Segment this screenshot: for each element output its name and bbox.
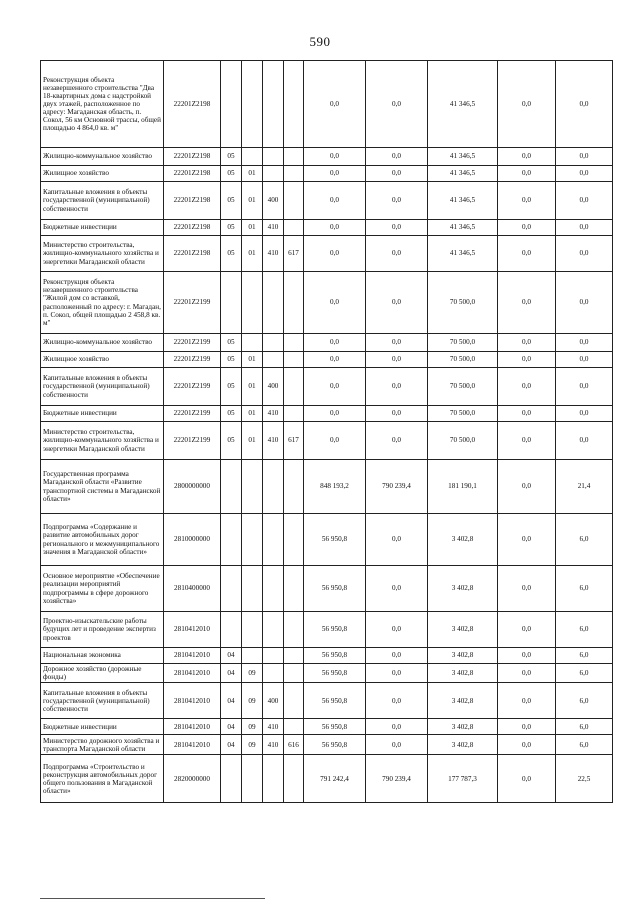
cell-sub: 01: [242, 236, 263, 272]
cell-name: Министерство дорожного хозяйства и транспорта Магаданской области: [41, 735, 164, 755]
cell-sub: 01: [242, 166, 263, 182]
cell-sec: [221, 514, 242, 566]
table-row: [41, 166, 613, 182]
cell-code: 22201Z2199: [164, 368, 221, 406]
cell-v5: 0,0: [556, 61, 613, 148]
cell-v5: 0,0: [556, 368, 613, 406]
cell-v1: 56 950,8: [304, 735, 366, 755]
cell-v1: 56 950,8: [304, 683, 366, 719]
cell-v2: 0,0: [366, 182, 428, 220]
cell-code: 22201Z2198: [164, 61, 221, 148]
cell-code: 2810412010: [164, 719, 221, 735]
cell-sec: 05: [221, 236, 242, 272]
table-row: [41, 719, 613, 735]
cell-adm: [284, 612, 304, 648]
cell-adm: [284, 664, 304, 683]
cell-adm: [284, 755, 304, 803]
cell-v4: 0,0: [498, 719, 556, 735]
cell-v5: 6,0: [556, 664, 613, 683]
budget-table: [40, 60, 613, 803]
cell-v5: 6,0: [556, 648, 613, 664]
cell-sub: 01: [242, 406, 263, 422]
cell-v1: 0,0: [304, 148, 366, 166]
cell-name: Министерство строительства, жилищно-коммунального хозяйства и энергетики Магаданской области: [41, 422, 164, 460]
table-row: [41, 566, 613, 612]
cell-v3: 41 346,5: [428, 182, 498, 220]
table-row: [41, 514, 613, 566]
cell-name: Государственная программа Магаданской области «Развитие транспортной системы в Магаданской области»: [41, 460, 164, 514]
cell-sub: 01: [242, 220, 263, 236]
cell-sec: 04: [221, 735, 242, 755]
cell-adm: [284, 406, 304, 422]
cell-sub: [242, 566, 263, 612]
cell-v1: 791 242,4: [304, 755, 366, 803]
cell-v4: 0,0: [498, 406, 556, 422]
table-row: [41, 612, 613, 648]
table-row: [41, 460, 613, 514]
cell-v5: 0,0: [556, 148, 613, 166]
table-row: [41, 352, 613, 368]
cell-code: 22201Z2198: [164, 182, 221, 220]
cell-v1: 0,0: [304, 368, 366, 406]
cell-v2: 0,0: [366, 368, 428, 406]
cell-name: Подпрограмма «Содержание и развитие автомобильных дорог регионального и межмуниципального значения в Магаданской области»: [41, 514, 164, 566]
cell-sub: 01: [242, 422, 263, 460]
cell-v1: 0,0: [304, 352, 366, 368]
cell-v2: 0,0: [366, 612, 428, 648]
cell-type: [263, 61, 284, 148]
cell-v5: 21,4: [556, 460, 613, 514]
table-row: [41, 406, 613, 422]
cell-name: Реконструкция объекта незавершенного строительства "Жилой дом со вставкой, расположенный по адресу: г. Магадан, п. Сокол, общей площадью 2 458,8 кв. м": [41, 272, 164, 334]
cell-v5: 0,0: [556, 352, 613, 368]
cell-v4: 0,0: [498, 352, 556, 368]
cell-sec: [221, 272, 242, 334]
cell-v4: 0,0: [498, 166, 556, 182]
cell-type: [263, 272, 284, 334]
cell-v5: 0,0: [556, 272, 613, 334]
cell-adm: [284, 220, 304, 236]
cell-name: Бюджетные инвестиции: [41, 406, 164, 422]
cell-v3: 3 402,8: [428, 683, 498, 719]
cell-v1: 0,0: [304, 422, 366, 460]
cell-sub: [242, 272, 263, 334]
cell-sub: [242, 61, 263, 148]
cell-code: 22201Z2198: [164, 236, 221, 272]
cell-sub: 09: [242, 735, 263, 755]
cell-v3: 3 402,8: [428, 719, 498, 735]
cell-v2: 0,0: [366, 166, 428, 182]
cell-v1: 0,0: [304, 220, 366, 236]
cell-v4: 0,0: [498, 368, 556, 406]
cell-name: Основное мероприятие «Обеспечение реализации мероприятий подпрограммы в сфере дорожного хозяйства»: [41, 566, 164, 612]
cell-name: Капитальные вложения в объекты государственной (муниципальной) собственности: [41, 368, 164, 406]
cell-sec: 05: [221, 406, 242, 422]
cell-sub: [242, 460, 263, 514]
cell-sub: 09: [242, 664, 263, 683]
cell-v2: 0,0: [366, 220, 428, 236]
cell-sec: 04: [221, 664, 242, 683]
cell-v1: 848 193,2: [304, 460, 366, 514]
cell-code: 22201Z2198: [164, 148, 221, 166]
cell-code: 22201Z2198: [164, 166, 221, 182]
cell-sec: 05: [221, 148, 242, 166]
cell-v4: 0,0: [498, 755, 556, 803]
cell-v5: 22,5: [556, 755, 613, 803]
cell-v5: 6,0: [556, 683, 613, 719]
cell-v4: 0,0: [498, 272, 556, 334]
cell-type: [263, 460, 284, 514]
cell-v3: 70 500,0: [428, 334, 498, 352]
cell-type: 410: [263, 220, 284, 236]
cell-v4: 0,0: [498, 422, 556, 460]
cell-adm: [284, 166, 304, 182]
cell-v2: 0,0: [366, 236, 428, 272]
table-row: [41, 368, 613, 406]
cell-v5: 6,0: [556, 514, 613, 566]
cell-code: 2820000000: [164, 755, 221, 803]
cell-v5: 0,0: [556, 182, 613, 220]
cell-type: 410: [263, 236, 284, 272]
cell-v2: 0,0: [366, 719, 428, 735]
cell-v3: 181 190,1: [428, 460, 498, 514]
table-row: [41, 148, 613, 166]
cell-type: [263, 166, 284, 182]
cell-type: [263, 648, 284, 664]
cell-code: 2800000000: [164, 460, 221, 514]
cell-sec: [221, 61, 242, 148]
cell-v3: 41 346,5: [428, 148, 498, 166]
cell-v1: 0,0: [304, 61, 366, 148]
table-row: [41, 334, 613, 352]
cell-name: Подпрограмма «Строительство и реконструкция автомобильных дорог общего пользования в Магаданской области»: [41, 755, 164, 803]
cell-code: 22201Z2199: [164, 406, 221, 422]
cell-v1: 0,0: [304, 182, 366, 220]
table-row: [41, 755, 613, 803]
cell-sec: [221, 755, 242, 803]
cell-v2: 0,0: [366, 148, 428, 166]
table-row: [41, 272, 613, 334]
cell-v3: 41 346,5: [428, 236, 498, 272]
cell-v4: 0,0: [498, 148, 556, 166]
cell-type: 400: [263, 368, 284, 406]
cell-code: 2810412010: [164, 648, 221, 664]
cell-v5: 0,0: [556, 166, 613, 182]
cell-type: 400: [263, 683, 284, 719]
cell-sec: [221, 460, 242, 514]
cell-code: 22201Z2199: [164, 352, 221, 368]
cell-v4: 0,0: [498, 514, 556, 566]
cell-type: [263, 148, 284, 166]
cell-adm: [284, 272, 304, 334]
cell-v5: 0,0: [556, 422, 613, 460]
cell-sec: 05: [221, 182, 242, 220]
cell-sub: [242, 148, 263, 166]
cell-v4: 0,0: [498, 683, 556, 719]
cell-v4: 0,0: [498, 236, 556, 272]
cell-sec: [221, 612, 242, 648]
cell-sec: 04: [221, 719, 242, 735]
cell-name: Проектно-изыскательские работы будущих лет и проведение экспертиз проектов: [41, 612, 164, 648]
cell-type: [263, 352, 284, 368]
cell-v3: 177 787,3: [428, 755, 498, 803]
cell-sub: [242, 514, 263, 566]
cell-adm: [284, 334, 304, 352]
cell-v5: 6,0: [556, 566, 613, 612]
cell-v4: 0,0: [498, 334, 556, 352]
cell-name: Реконструкция объекта незавершенного строительства "Два 18-квартирных дома с надстройкой двух этажей, расположенное по адресу: Магаданская область, п. Сокол, 56 км Основной трассы, общей площадью 4 864,0 кв. м": [41, 61, 164, 148]
cell-adm: [284, 61, 304, 148]
table-row: [41, 220, 613, 236]
cell-adm: [284, 182, 304, 220]
cell-v2: 790 239,4: [366, 755, 428, 803]
cell-adm: [284, 648, 304, 664]
cell-type: [263, 334, 284, 352]
cell-v3: 3 402,8: [428, 566, 498, 612]
cell-v3: 3 402,8: [428, 612, 498, 648]
cell-adm: [284, 460, 304, 514]
cell-v2: 0,0: [366, 664, 428, 683]
cell-adm: [284, 368, 304, 406]
cell-sub: [242, 648, 263, 664]
cell-v1: 0,0: [304, 272, 366, 334]
cell-name: Жилищное хозяйство: [41, 352, 164, 368]
cell-code: 2810000000: [164, 514, 221, 566]
table-row: [41, 664, 613, 683]
cell-v2: 0,0: [366, 61, 428, 148]
cell-code: 22201Z2199: [164, 422, 221, 460]
cell-v1: 56 950,8: [304, 612, 366, 648]
cell-sub: [242, 612, 263, 648]
table-row: [41, 683, 613, 719]
cell-type: [263, 612, 284, 648]
cell-adm: 617: [284, 236, 304, 272]
table-row: [41, 735, 613, 755]
cell-name: Жилищно-коммунальное хозяйство: [41, 148, 164, 166]
cell-v4: 0,0: [498, 61, 556, 148]
cell-v3: 70 500,0: [428, 352, 498, 368]
cell-name: Бюджетные инвестиции: [41, 220, 164, 236]
cell-v2: 0,0: [366, 648, 428, 664]
cell-v5: 0,0: [556, 220, 613, 236]
cell-v5: 0,0: [556, 334, 613, 352]
cell-sub: [242, 334, 263, 352]
page-number: 590: [309, 34, 331, 49]
cell-v4: 0,0: [498, 735, 556, 755]
cell-v1: 56 950,8: [304, 566, 366, 612]
cell-v3: 3 402,8: [428, 648, 498, 664]
table-row: [41, 182, 613, 220]
cell-name: Национальная экономика: [41, 648, 164, 664]
cell-v3: 41 346,5: [428, 166, 498, 182]
cell-v3: 70 500,0: [428, 368, 498, 406]
cell-v3: 41 346,5: [428, 61, 498, 148]
cell-sec: 05: [221, 166, 242, 182]
cell-name: Дорожное хозяйство (дорожные фонды): [41, 664, 164, 683]
cell-v5: 0,0: [556, 236, 613, 272]
cell-sub: [242, 755, 263, 803]
cell-v3: 3 402,8: [428, 735, 498, 755]
cell-name: Капитальные вложения в объекты государственной (муниципальной) собственности: [41, 182, 164, 220]
cell-code: 2810412010: [164, 612, 221, 648]
cell-v3: 3 402,8: [428, 664, 498, 683]
cell-sec: 05: [221, 334, 242, 352]
cell-sub: 09: [242, 683, 263, 719]
cell-v3: 41 346,5: [428, 220, 498, 236]
cell-v2: 0,0: [366, 514, 428, 566]
cell-v3: 70 500,0: [428, 406, 498, 422]
cell-type: [263, 514, 284, 566]
cell-name: Бюджетные инвестиции: [41, 719, 164, 735]
cell-v2: 0,0: [366, 272, 428, 334]
cell-name: Министерство строительства, жилищно-коммунального хозяйства и энергетики Магаданской области: [41, 236, 164, 272]
cell-v2: 0,0: [366, 683, 428, 719]
cell-sec: 05: [221, 422, 242, 460]
cell-adm: 616: [284, 735, 304, 755]
cell-sec: 05: [221, 220, 242, 236]
cell-v2: 0,0: [366, 566, 428, 612]
cell-sec: [221, 566, 242, 612]
cell-v2: 0,0: [366, 735, 428, 755]
cell-v1: 56 950,8: [304, 664, 366, 683]
cell-sec: 05: [221, 368, 242, 406]
cell-adm: [284, 352, 304, 368]
cell-code: 2810400000: [164, 566, 221, 612]
cell-v3: 3 402,8: [428, 514, 498, 566]
cell-sub: 01: [242, 352, 263, 368]
cell-v2: 790 239,4: [366, 460, 428, 514]
cell-code: 2810412010: [164, 735, 221, 755]
cell-adm: [284, 683, 304, 719]
cell-v1: 56 950,8: [304, 719, 366, 735]
cell-v2: 0,0: [366, 334, 428, 352]
cell-v1: 0,0: [304, 236, 366, 272]
cell-v2: 0,0: [366, 422, 428, 460]
cell-adm: [284, 514, 304, 566]
cell-sec: 05: [221, 352, 242, 368]
cell-v3: 70 500,0: [428, 272, 498, 334]
cell-adm: [284, 719, 304, 735]
footer-rule: [40, 898, 265, 899]
cell-type: 410: [263, 719, 284, 735]
cell-v2: 0,0: [366, 352, 428, 368]
cell-code: 2810412010: [164, 683, 221, 719]
cell-code: 22201Z2199: [164, 334, 221, 352]
cell-v1: 0,0: [304, 406, 366, 422]
cell-v3: 70 500,0: [428, 422, 498, 460]
cell-v4: 0,0: [498, 460, 556, 514]
cell-type: 410: [263, 422, 284, 460]
cell-sub: 01: [242, 368, 263, 406]
table-row: [41, 61, 613, 148]
cell-type: [263, 566, 284, 612]
cell-sub: 01: [242, 182, 263, 220]
cell-v1: 0,0: [304, 166, 366, 182]
cell-sub: 09: [242, 719, 263, 735]
cell-name: Жилищное хозяйство: [41, 166, 164, 182]
cell-code: 2810412010: [164, 664, 221, 683]
table-row: [41, 236, 613, 272]
cell-type: 410: [263, 406, 284, 422]
cell-v4: 0,0: [498, 664, 556, 683]
cell-v4: 0,0: [498, 182, 556, 220]
cell-v4: 0,0: [498, 612, 556, 648]
cell-v5: 6,0: [556, 612, 613, 648]
cell-type: 400: [263, 182, 284, 220]
cell-code: 22201Z2198: [164, 220, 221, 236]
cell-code: 22201Z2199: [164, 272, 221, 334]
cell-v1: 56 950,8: [304, 514, 366, 566]
cell-v4: 0,0: [498, 648, 556, 664]
table-row: [41, 422, 613, 460]
cell-v1: 0,0: [304, 334, 366, 352]
cell-v5: 6,0: [556, 735, 613, 755]
cell-v4: 0,0: [498, 566, 556, 612]
cell-type: [263, 755, 284, 803]
table-row: [41, 648, 613, 664]
cell-v1: 56 950,8: [304, 648, 366, 664]
cell-type: 410: [263, 735, 284, 755]
cell-v5: 6,0: [556, 719, 613, 735]
cell-v2: 0,0: [366, 406, 428, 422]
cell-adm: [284, 148, 304, 166]
cell-v5: 0,0: [556, 406, 613, 422]
cell-adm: [284, 566, 304, 612]
cell-name: Капитальные вложения в объекты государственной (муниципальной) собственности: [41, 683, 164, 719]
cell-adm: 617: [284, 422, 304, 460]
cell-sec: 04: [221, 648, 242, 664]
cell-type: [263, 664, 284, 683]
cell-sec: 04: [221, 683, 242, 719]
cell-name: Жилищно-коммунальное хозяйство: [41, 334, 164, 352]
cell-v4: 0,0: [498, 220, 556, 236]
